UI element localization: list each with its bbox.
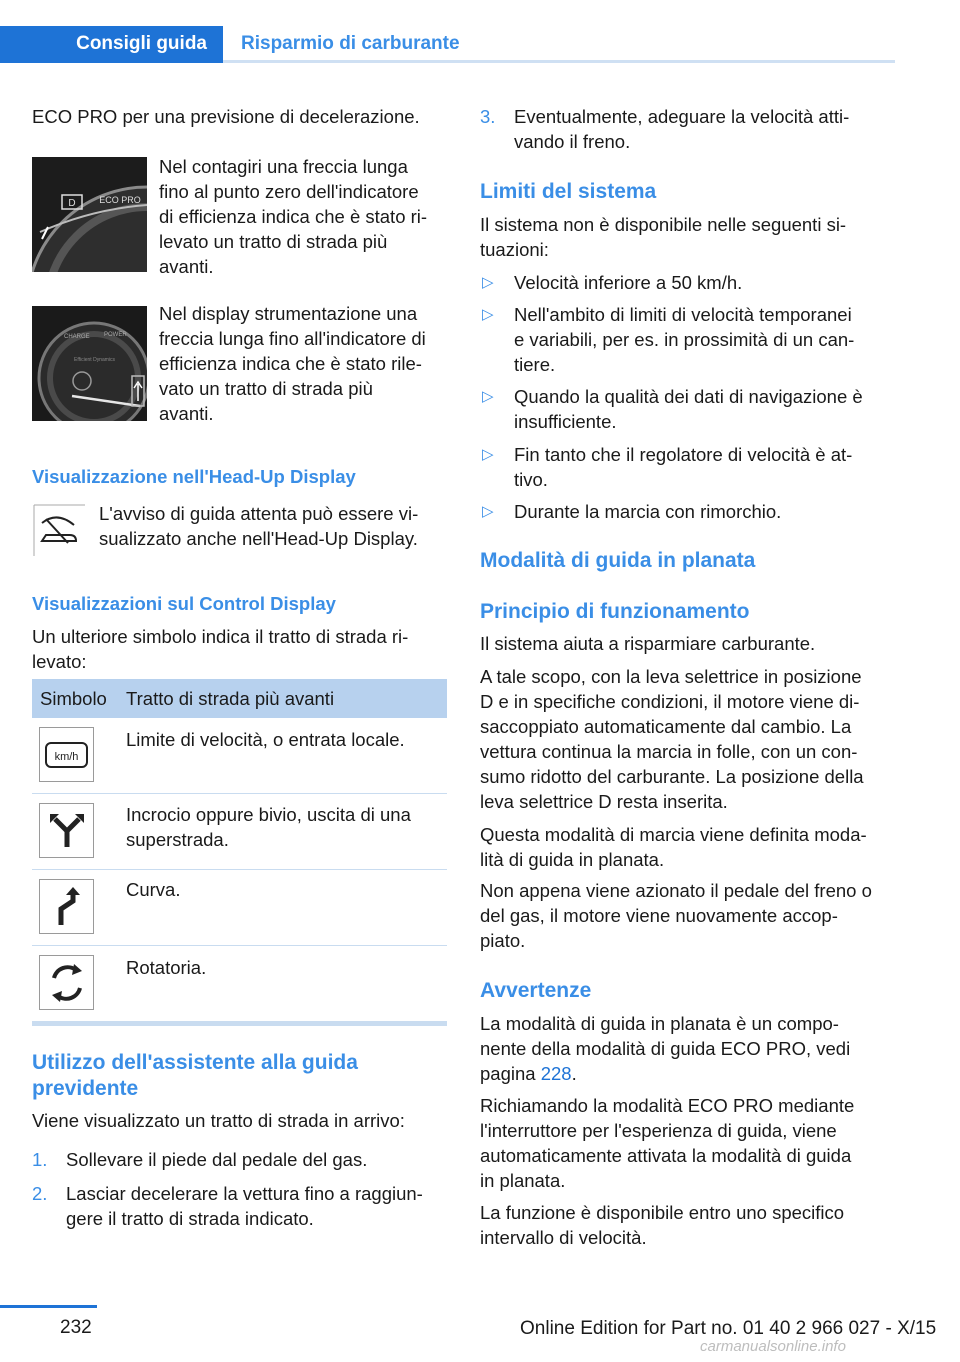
page-link[interactable]: 228 xyxy=(540,1063,572,1084)
principle-p2: A tale scopo, con la leva selettrice in posizione D e in specifiche condizioni, il motore viene di- saccoppiato automaticamente dal cambio. La vettura continua la marcia in folle, con un con- sumo ridotto del carburante. La posizione della leva selettrice D resta inserita. xyxy=(480,666,864,812)
limits-text: Il sistema non è disponibile nelle seguenti si- tuazioni: xyxy=(480,214,847,260)
limit-item: Fin tanto che il regolatore di velocità è at- tivo. xyxy=(514,444,853,490)
hud-text: L'avviso di guida attenta può essere vi- sualizzato anche nell'Head-Up Display. xyxy=(99,503,419,549)
step-2-text: Lasciar decelerare la vettura fino a raggiun- gere il tratto di strada indicato. xyxy=(66,1183,423,1229)
section-tab[interactable]: Consigli guida xyxy=(0,26,223,62)
warn-p1: La modalità di guida in planata è un compo- nente della modalità di guida ECO PRO, vedi pagina 228. xyxy=(480,1013,851,1084)
intro-text: ECO PRO per una previsione di decelerazione. xyxy=(32,106,420,127)
chapter-title: Risparmio di carburante xyxy=(241,33,460,54)
table-divider xyxy=(32,869,447,870)
charge-label: CHARGE xyxy=(64,334,90,340)
tachometer-caption: Nel contagiri una freccia lunga fino al punto zero dell'indicatore di efficienza indica che è stato ri- levato un tratto di strada più avanti. xyxy=(159,156,428,277)
table-divider xyxy=(32,945,447,946)
table-row-4-text: Rotatoria. xyxy=(126,957,207,978)
cd-text: Un ulteriore simbolo indica il tratto di strada ri- levato: xyxy=(32,626,409,672)
attention-assistant-icon xyxy=(32,503,87,558)
instrument-display-image xyxy=(32,306,147,421)
edition-text: Online Edition for Part no. 01 40 2 966 027 - X/15 xyxy=(520,1318,937,1339)
warn-heading: Avvertenze xyxy=(480,979,592,1002)
step-1-number: 1. xyxy=(32,1149,48,1170)
bullet-icon: ▷ xyxy=(482,388,494,405)
table-row-2-text: Incrocio oppure bivio, uscita di una superstrada. xyxy=(126,804,411,850)
page-rule xyxy=(0,1305,97,1308)
tachometer-image xyxy=(32,157,147,272)
step-1-text: Sollevare il piede dal pedale del gas. xyxy=(66,1149,368,1170)
svg-text:km/h: km/h xyxy=(54,750,79,763)
roundabout-icon xyxy=(39,955,94,1010)
table-header-symbol: Simbolo xyxy=(40,688,107,709)
page-number: 232 xyxy=(60,1317,92,1338)
table-bottom-rule xyxy=(32,1021,447,1026)
step-3-number: 3. xyxy=(480,106,496,127)
table-row-3-text: Curva. xyxy=(126,879,181,900)
power-label: POWER xyxy=(104,332,127,338)
watermark: carmanualsonline.info xyxy=(700,1338,846,1355)
instrument-caption: Nel display strumentazione una freccia lunga fino all'indicatore di efficienza indica che è stato rile- vato un tratto di strada più avanti. xyxy=(159,303,426,424)
gear-d-label: D xyxy=(68,198,76,209)
bullet-icon: ▷ xyxy=(482,274,494,291)
principle-p1: Il sistema aiuta a risparmiare carburante. xyxy=(480,633,816,654)
principle-heading: Principio di funzionamento xyxy=(480,600,750,623)
table-header-description: Tratto di strada più avanti xyxy=(126,688,335,709)
assist-text: Viene visualizzato un tratto di strada in arrivo: xyxy=(32,1110,405,1131)
table-row-1-text: Limite di velocità, o entrata locale. xyxy=(126,729,405,750)
bullet-icon: ▷ xyxy=(482,446,494,463)
table-divider xyxy=(32,793,447,794)
limit-item: Durante la marcia con rimorchio. xyxy=(514,501,782,522)
principle-p3: Questa modalità di marcia viene definita moda- lità di guida in planata. xyxy=(480,824,867,870)
limit-item: Quando la qualità dei dati di navigazione è insufficiente. xyxy=(514,386,863,432)
curve-icon xyxy=(39,879,94,934)
header-rule-active xyxy=(0,60,223,63)
limit-item: Velocità inferiore a 50 km/h. xyxy=(514,272,743,293)
warn-p3: La funzione è disponibile entro uno specifico intervallo di velocità. xyxy=(480,1202,845,1248)
limits-heading: Limiti del sistema xyxy=(480,180,657,203)
junction-icon xyxy=(39,803,94,858)
assist-heading: Utilizzo dell'assistente alla guida previdente xyxy=(32,1051,358,1100)
eco-pro-label: ECO PRO xyxy=(99,195,141,205)
kmh-icon xyxy=(39,727,94,782)
step-2-number: 2. xyxy=(32,1183,48,1204)
warn-p2: Richiamando la modalità ECO PRO mediante l'interruttore per l'esperienza di guida, viene automaticamente attivata la modalità di guida in planata. xyxy=(480,1095,855,1191)
mode-heading: Modalità di guida in planata xyxy=(480,549,756,572)
limit-item: Nell'ambito di limiti di velocità temporanei e variabili, per es. in prossimità di un can- tiere. xyxy=(514,304,855,375)
cd-heading: Visualizzazioni sul Control Display xyxy=(32,593,336,614)
principle-p4: Non appena viene azionato il pedale del freno o del gas, il motore viene nuovamente accop- piato. xyxy=(480,880,872,951)
dynamics-label: Efficient Dynamics xyxy=(74,357,116,363)
hud-heading: Visualizzazione nell'Head-Up Display xyxy=(32,466,356,487)
bullet-icon: ▷ xyxy=(482,503,494,520)
step-3-text: Eventualmente, adeguare la velocità atti- vando il freno. xyxy=(514,106,850,152)
bullet-icon: ▷ xyxy=(482,306,494,323)
